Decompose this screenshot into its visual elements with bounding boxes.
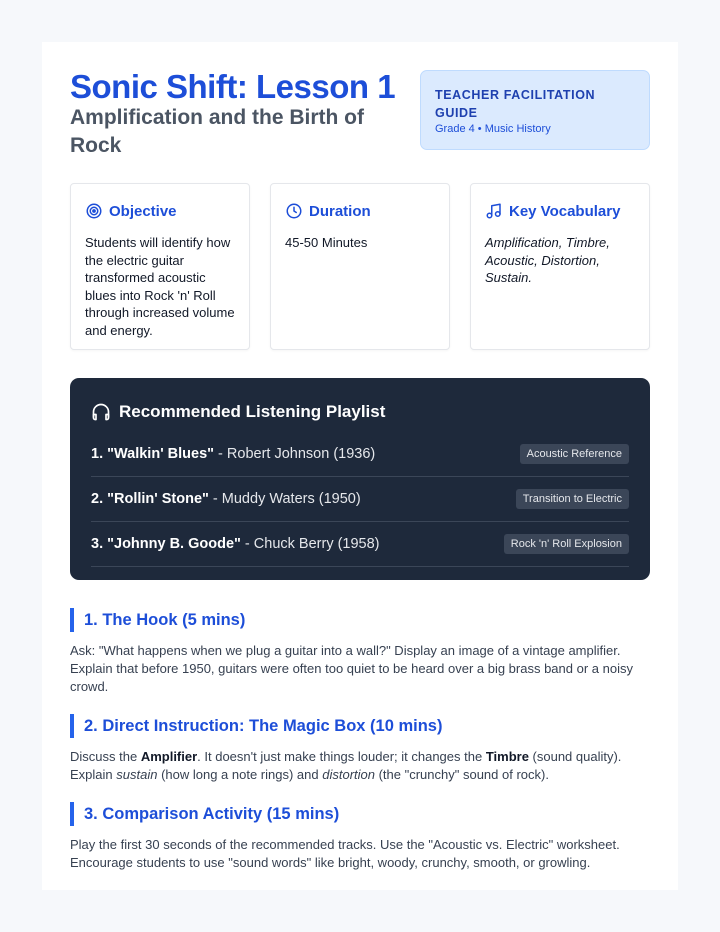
page-header [70,68,650,178]
duration-card [270,183,450,350]
track-artist: - Robert Johnson (1936) [214,446,376,462]
track-tag-badge: Acoustic Reference [520,444,629,464]
card-title: Duration [309,202,371,220]
lesson-page [42,42,678,890]
card-body: 45-50 Minutes [285,235,368,250]
clock-icon [285,202,303,220]
target-icon [85,202,103,220]
section-body: Ask: "What happens when we plug a guitar into a wall?" Display an image of a vintage amplifier. Explain that before 1950, guitars were often too quiet to be heard over a big brass band or a noisy crowd. [70,643,633,694]
section-title: 3. Comparison Activity (15 mins) [84,804,340,823]
body-text: (how long a note rings) and [157,767,323,782]
teacher-guide-box [420,70,650,150]
page-title: Sonic Shift: Lesson 1 [70,68,396,105]
term-amplifier: Amplifier [140,749,198,764]
track-row [91,432,629,477]
card-body: Students will identify how the electric guitar transformed acoustic blues into Rock 'n' Roll through increased volume and energy. [85,235,235,338]
section-title: 1. The Hook (5 mins) [84,610,246,629]
info-cards [70,183,650,351]
section-comparison [70,802,650,872]
track-song: "Walkin' Blues" [107,446,215,462]
music-note-icon [485,202,503,220]
body-text: . It doesn't just make things louder; it changes the [197,749,486,764]
listening-playlist [70,378,650,580]
track-row [91,477,629,522]
track-number: 3. [91,536,104,552]
body-text: (sound quality). Explain [70,749,622,782]
track-number: 1. [91,446,104,462]
guide-subtitle: Grade 4 • Music History [435,123,551,135]
term-distortion: distortion [322,767,375,782]
track-text [91,446,375,462]
section-direct-instruction [70,714,650,784]
track-tag-badge: Transition to Electric [516,489,629,509]
track-tag-badge: Rock 'n' Roll Explosion [504,534,629,554]
body-text: Discuss the [70,749,141,764]
term-sustain: sustain [116,767,158,782]
term-timbre: Timbre [485,749,529,764]
section-hook [70,608,650,696]
section-accent-bar [70,714,74,738]
headphones-icon [91,402,111,422]
section-accent-bar [70,802,74,826]
track-song: "Johnny B. Goode" [107,536,241,552]
card-body: Amplification, Timbre, Acoustic, Distortion, Sustain. [485,235,610,285]
card-title: Objective [109,202,177,220]
track-number: 2. [91,491,104,507]
track-list [91,432,629,567]
track-text [91,536,380,552]
section-title: 2. Direct Instruction: The Magic Box (10 mins) [84,716,443,735]
vocabulary-card [470,183,650,350]
guide-title: TEACHER FACILITATION GUIDE [435,88,596,120]
card-title: Key Vocabulary [509,202,621,220]
track-text [91,491,361,507]
body-text: (the "crunchy" sound of rock). [374,767,549,782]
section-accent-bar [70,608,74,632]
section-body [70,748,650,784]
track-artist: - Muddy Waters (1950) [208,491,361,507]
track-song: "Rollin' Stone" [107,491,209,507]
page-subtitle: Amplification and the Birth of Rock [70,106,364,157]
objective-card [70,183,250,350]
playlist-title: Recommended Listening Playlist [119,402,386,421]
section-body: Play the first 30 seconds of the recommended tracks. Use the "Acoustic vs. Electric" worksheet. Encourage students to use "sound words" like bright, woody, crunchy, smooth, or growling. [70,837,620,870]
track-artist: - Chuck Berry (1958) [240,536,380,552]
track-row [91,522,629,567]
